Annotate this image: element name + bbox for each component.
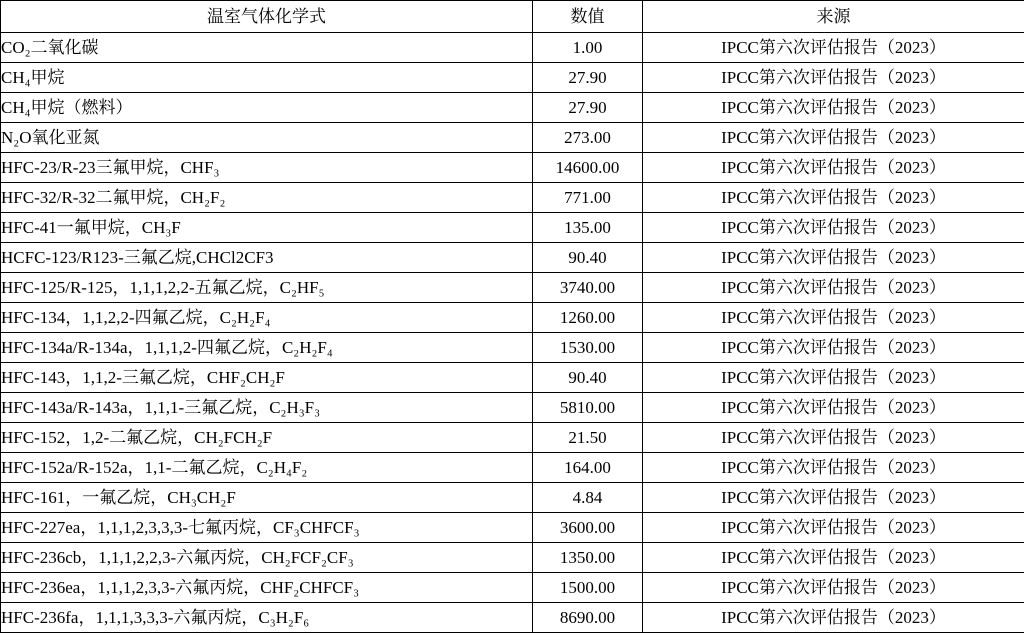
cell-value: 771.00 bbox=[533, 183, 643, 213]
cell-source: IPCC第六次评估报告（2023） bbox=[643, 603, 1024, 633]
cell-value: 21.50 bbox=[533, 423, 643, 453]
cell-source: IPCC第六次评估报告（2023） bbox=[643, 33, 1024, 63]
table-row bbox=[1, 363, 1024, 393]
cell-formula: HFC-236ea，1,1,1,2,3,3-六氟丙烷，CHF₂CHFCF₃ bbox=[1, 573, 533, 603]
cell-source: IPCC第六次评估报告（2023） bbox=[643, 153, 1024, 183]
cell-formula: HFC-32/R-32二氟甲烷，CH₂F₂ bbox=[1, 183, 533, 213]
cell-value: 27.90 bbox=[533, 63, 643, 93]
cell-formula: HFC-143，1,1,2-三氟乙烷，CHF₂CH₂F bbox=[1, 363, 533, 393]
cell-source: IPCC第六次评估报告（2023） bbox=[643, 363, 1024, 393]
table-row bbox=[1, 453, 1024, 483]
table-row bbox=[1, 603, 1024, 633]
cell-source: IPCC第六次评估报告（2023） bbox=[643, 333, 1024, 363]
table-row bbox=[1, 513, 1024, 543]
table-body bbox=[1, 33, 1024, 633]
table-row bbox=[1, 543, 1024, 573]
cell-formula: CH₄甲烷 bbox=[1, 63, 533, 93]
cell-value: 3600.00 bbox=[533, 513, 643, 543]
table-row bbox=[1, 93, 1024, 123]
cell-formula: HFC-23/R-23三氟甲烷，CHF₃ bbox=[1, 153, 533, 183]
table-row bbox=[1, 243, 1024, 273]
cell-value: 3740.00 bbox=[533, 273, 643, 303]
cell-value: 90.40 bbox=[533, 363, 643, 393]
cell-formula: CH₄甲烷（燃料） bbox=[1, 93, 533, 123]
cell-value: 1500.00 bbox=[533, 573, 643, 603]
cell-value: 5810.00 bbox=[533, 393, 643, 423]
cell-source: IPCC第六次评估报告（2023） bbox=[643, 483, 1024, 513]
cell-source: IPCC第六次评估报告（2023） bbox=[643, 453, 1024, 483]
cell-value: 1350.00 bbox=[533, 543, 643, 573]
cell-formula: HFC-161，一氟乙烷，CH₃CH₂F bbox=[1, 483, 533, 513]
cell-formula: HFC-134，1,1,2,2-四氟乙烷，C₂H₂F₄ bbox=[1, 303, 533, 333]
cell-value: 27.90 bbox=[533, 93, 643, 123]
cell-source: IPCC第六次评估报告（2023） bbox=[643, 393, 1024, 423]
cell-source: IPCC第六次评估报告（2023） bbox=[643, 303, 1024, 333]
table-row bbox=[1, 153, 1024, 183]
table-row bbox=[1, 303, 1024, 333]
table-header-row bbox=[1, 1, 1024, 33]
cell-value: 8690.00 bbox=[533, 603, 643, 633]
cell-source: IPCC第六次评估报告（2023） bbox=[643, 123, 1024, 153]
cell-value: 1.00 bbox=[533, 33, 643, 63]
column-header-formula: 温室气体化学式 bbox=[1, 1, 533, 33]
cell-source: IPCC第六次评估报告（2023） bbox=[643, 183, 1024, 213]
cell-source: IPCC第六次评估报告（2023） bbox=[643, 213, 1024, 243]
cell-source: IPCC第六次评估报告（2023） bbox=[643, 513, 1024, 543]
cell-formula: HFC-41一氟甲烷，CH₃F bbox=[1, 213, 533, 243]
cell-value: 1260.00 bbox=[533, 303, 643, 333]
cell-formula: HFC-125/R-125，1,1,1,2,2-五氟乙烷，C₂HF₅ bbox=[1, 273, 533, 303]
cell-formula: N₂O氧化亚氮 bbox=[1, 123, 533, 153]
cell-source: IPCC第六次评估报告（2023） bbox=[643, 273, 1024, 303]
cell-formula: HFC-236cb，1,1,1,2,2,3-六氟丙烷，CH₂FCF₂CF₃ bbox=[1, 543, 533, 573]
table-row bbox=[1, 333, 1024, 363]
cell-value: 4.84 bbox=[533, 483, 643, 513]
cell-formula: HFC-143a/R-143a，1,1,1-三氟乙烷，C₂H₃F₃ bbox=[1, 393, 533, 423]
table-row bbox=[1, 423, 1024, 453]
cell-formula: HFC-152a/R-152a，1,1-二氟乙烷，C₂H₄F₂ bbox=[1, 453, 533, 483]
cell-source: IPCC第六次评估报告（2023） bbox=[643, 423, 1024, 453]
cell-source: IPCC第六次评估报告（2023） bbox=[643, 63, 1024, 93]
table-row bbox=[1, 213, 1024, 243]
table-row bbox=[1, 183, 1024, 213]
table-row bbox=[1, 273, 1024, 303]
table-row bbox=[1, 33, 1024, 63]
cell-formula: HFC-227ea，1,1,1,2,3,3,3-七氟丙烷，CF₃CHFCF₃ bbox=[1, 513, 533, 543]
column-header-source: 来源 bbox=[643, 1, 1024, 33]
cell-source: IPCC第六次评估报告（2023） bbox=[643, 573, 1024, 603]
cell-source: IPCC第六次评估报告（2023） bbox=[643, 243, 1024, 273]
cell-formula: HFC-152，1,2-二氟乙烷，CH₂FCH₂F bbox=[1, 423, 533, 453]
cell-value: 135.00 bbox=[533, 213, 643, 243]
cell-source: IPCC第六次评估报告（2023） bbox=[643, 543, 1024, 573]
table-row bbox=[1, 393, 1024, 423]
cell-formula: CO₂二氧化碳 bbox=[1, 33, 533, 63]
cell-formula: HFC-134a/R-134a，1,1,1,2-四氟乙烷，C₂H₂F₄ bbox=[1, 333, 533, 363]
table-row bbox=[1, 483, 1024, 513]
cell-value: 273.00 bbox=[533, 123, 643, 153]
cell-formula: HFC-236fa，1,1,1,3,3,3-六氟丙烷，C₃H₂F₆ bbox=[1, 603, 533, 633]
cell-value: 164.00 bbox=[533, 453, 643, 483]
table-row bbox=[1, 63, 1024, 93]
cell-source: IPCC第六次评估报告（2023） bbox=[643, 93, 1024, 123]
cell-formula: HCFC-123/R123-三氟乙烷,CHCl2CF3 bbox=[1, 243, 533, 273]
table-row bbox=[1, 573, 1024, 603]
table-row bbox=[1, 123, 1024, 153]
column-header-value: 数值 bbox=[533, 1, 643, 33]
cell-value: 1530.00 bbox=[533, 333, 643, 363]
cell-value: 90.40 bbox=[533, 243, 643, 273]
cell-value: 14600.00 bbox=[533, 153, 643, 183]
